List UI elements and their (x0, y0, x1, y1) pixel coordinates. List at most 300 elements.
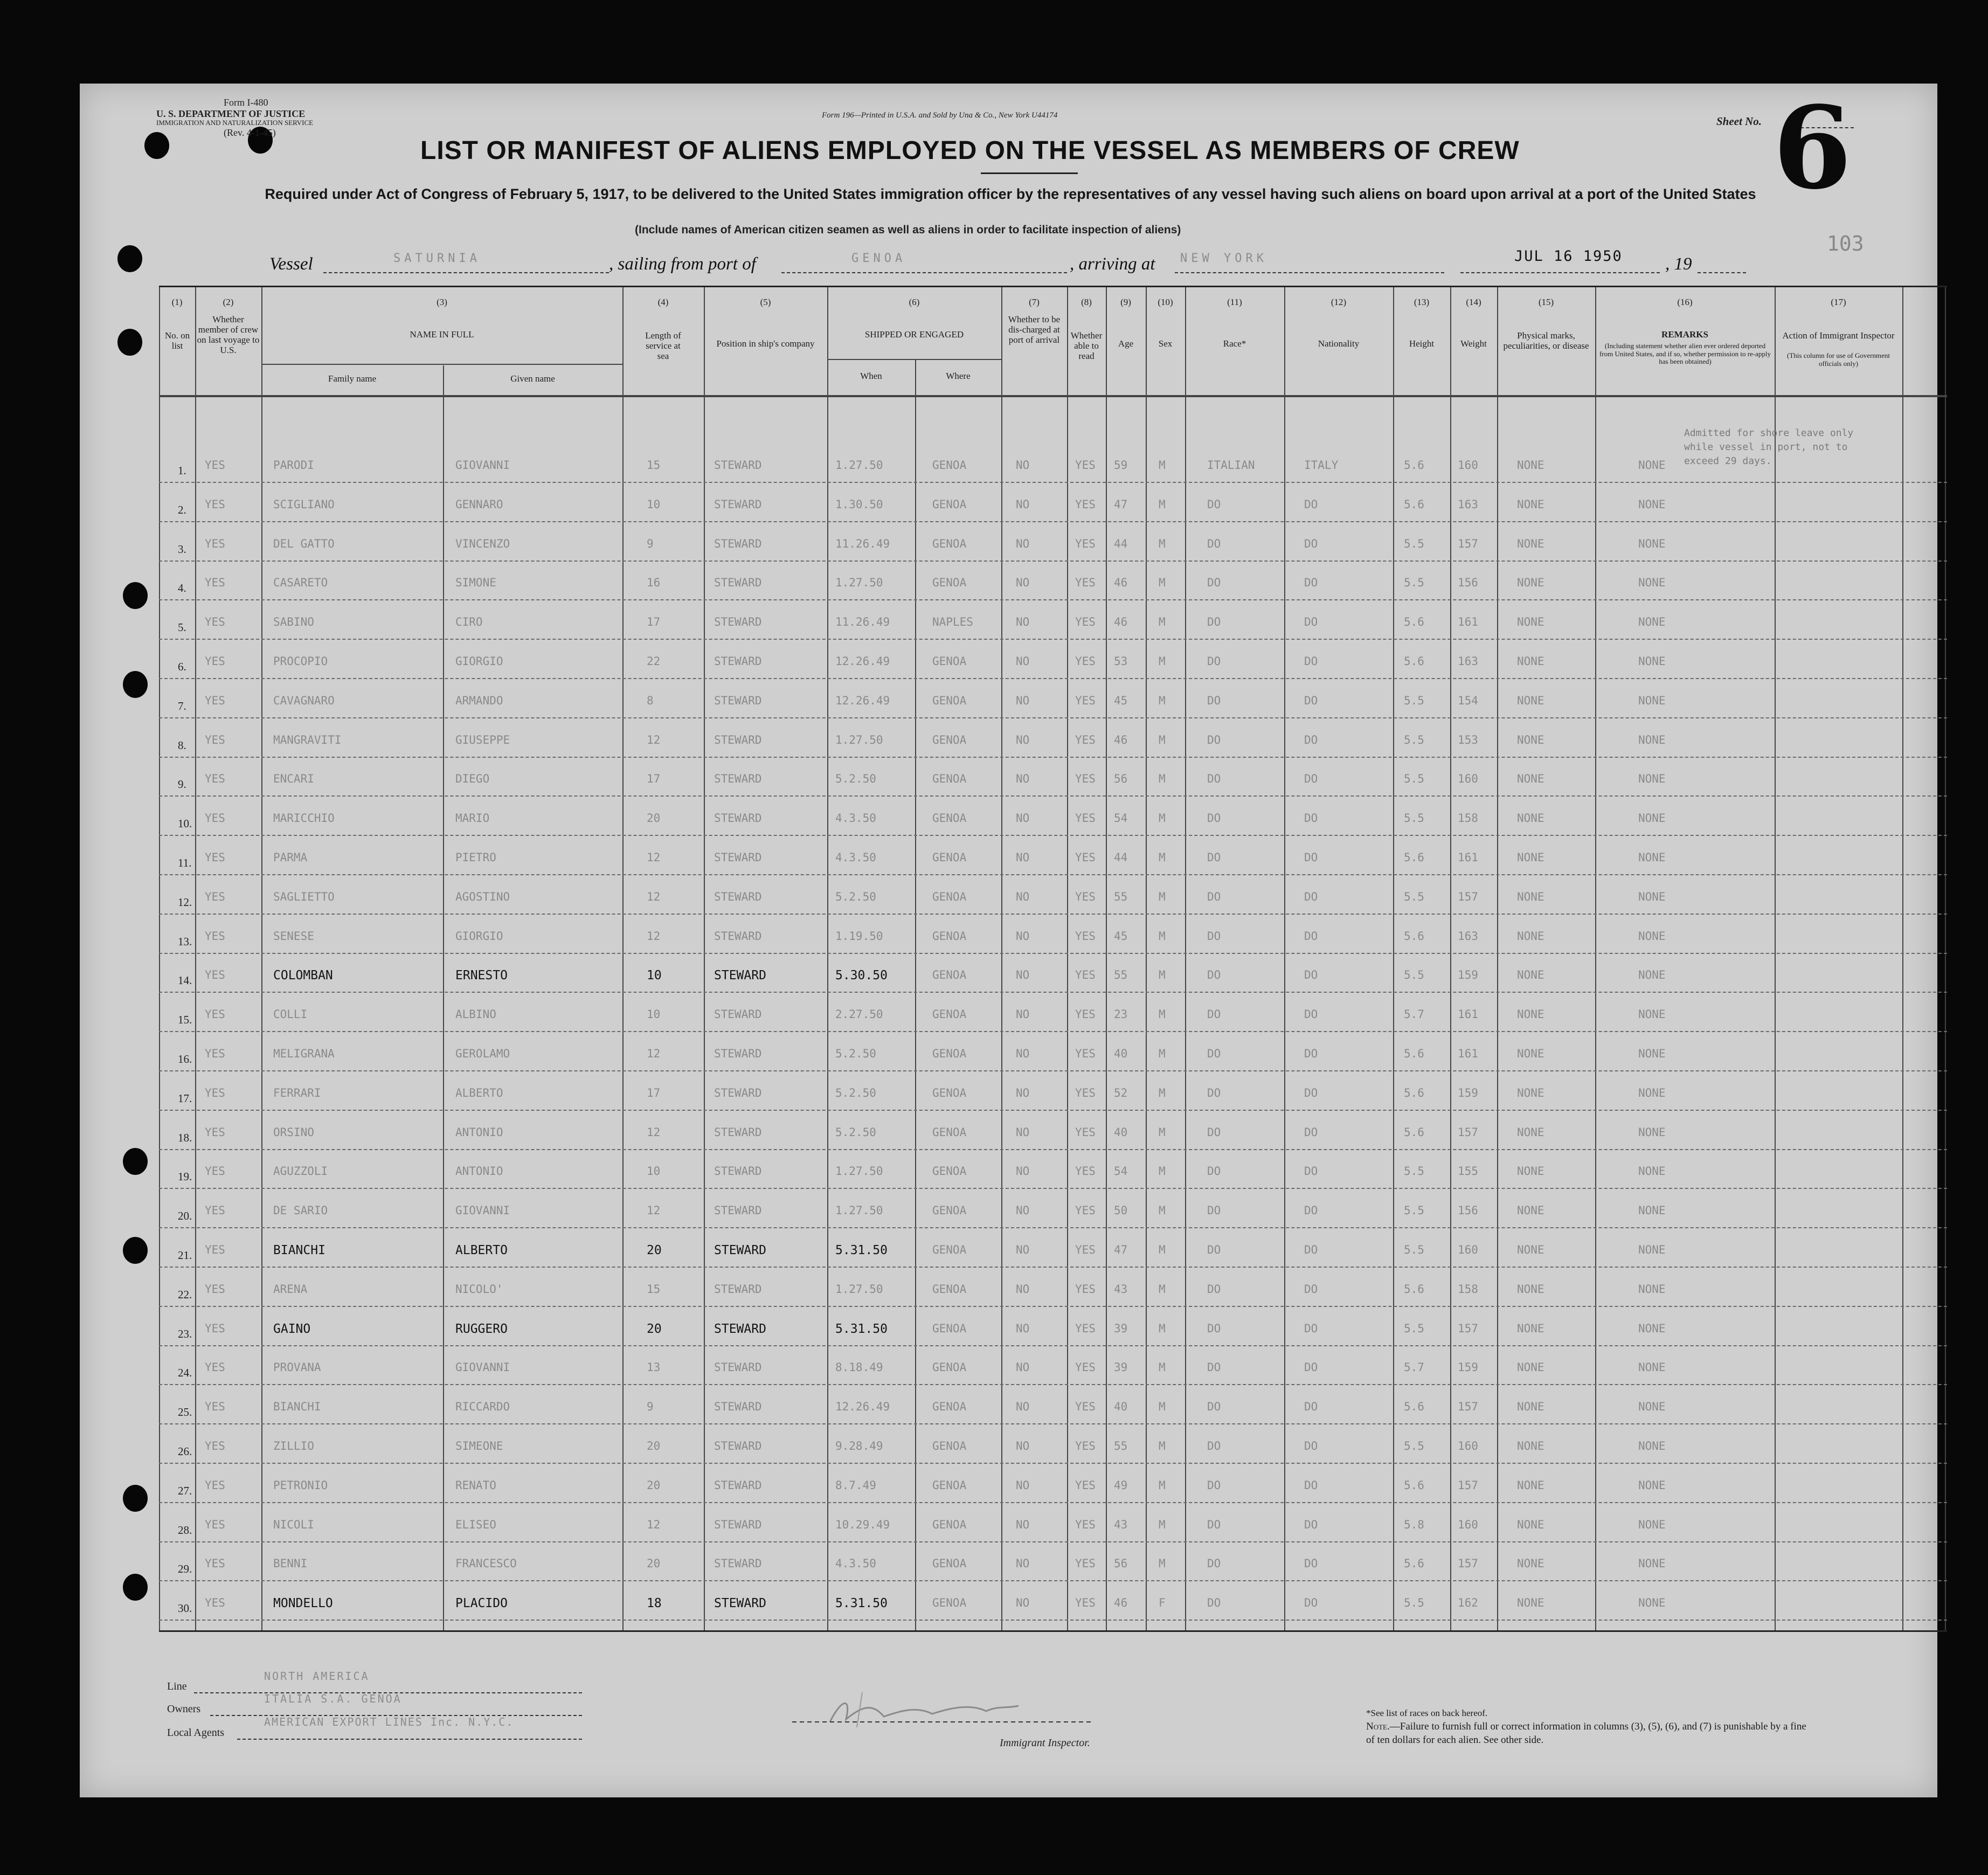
cell-service-length: 20 (647, 1557, 661, 1570)
cell-height: 5.5 (1404, 1596, 1424, 1610)
cell-remarks: NONE (1638, 1440, 1666, 1452)
cell-race: DO (1207, 1361, 1221, 1374)
cell-shipped-where: GENOA (932, 1478, 967, 1492)
cell-family-name: GAINO (273, 1322, 311, 1336)
cell-remarks: NONE (1638, 1086, 1666, 1099)
row-number: 27. (178, 1484, 192, 1497)
cell-race: DO (1207, 615, 1221, 629)
cell-height: 5.5 (1404, 1322, 1424, 1335)
cell-able-to-read: YES (1075, 929, 1096, 943)
sailing-label: , sailing from port of (609, 254, 756, 274)
cell-physical-marks: NONE (1517, 1204, 1544, 1217)
row-number: 20. (178, 1209, 192, 1223)
cell-race: DO (1207, 1008, 1221, 1021)
cell-given-name: MARIO (455, 812, 490, 825)
cell-given-name: ELISEO (455, 1518, 496, 1531)
cell-shipped-where: GENOA (932, 576, 967, 590)
cell-service-length: 18 (647, 1596, 662, 1611)
cell-discharged: NO (1016, 929, 1030, 943)
cell-age: 54 (1114, 1165, 1128, 1178)
cell-shipped-when: 4.3.50 (835, 851, 876, 864)
stamp-number: 103 (1827, 232, 1864, 255)
table-row (159, 1503, 1947, 1542)
col-3-num: (3) (437, 297, 447, 307)
cell-nationality: DO (1304, 1086, 1318, 1099)
cell-service-length: 15 (647, 1282, 661, 1296)
table-row (159, 1464, 1947, 1503)
cell-remarks: NONE (1638, 812, 1666, 825)
col-17-num: (17) (1831, 297, 1846, 307)
cell-prev-voyage: YES (205, 1596, 225, 1610)
cell-physical-marks: NONE (1517, 929, 1544, 943)
table-row (159, 1150, 1947, 1189)
cell-age: 59 (1114, 459, 1128, 472)
cell-able-to-read: YES (1075, 1596, 1096, 1610)
cell-service-length: 12 (647, 929, 661, 943)
cell-age: 47 (1114, 1243, 1128, 1256)
cell-able-to-read: YES (1075, 576, 1096, 590)
cell-remarks: NONE (1638, 1008, 1666, 1021)
cell-family-name: PROVANA (273, 1361, 321, 1374)
cell-race: DO (1207, 929, 1221, 943)
col-13-header: Height (1409, 338, 1435, 349)
cell-weight: 161 (1458, 1008, 1478, 1021)
cell-age: 55 (1114, 1440, 1128, 1452)
cell-given-name: SIMEONE (455, 1440, 503, 1452)
col-17-header: Action of Immigrant Inspector (1782, 330, 1895, 341)
cell-shipped-when: 5.2.50 (835, 890, 876, 903)
row-number: 22. (178, 1288, 192, 1301)
cell-given-name: GIORGIO (455, 929, 503, 943)
cell-weight: 155 (1458, 1165, 1478, 1178)
cell-able-to-read: YES (1075, 1361, 1096, 1374)
cell-height: 5.5 (1404, 968, 1424, 982)
inspector-signature (792, 1690, 1094, 1733)
cell-shipped-when: 5.31.50 (835, 1596, 888, 1611)
cell-prev-voyage: YES (205, 1125, 225, 1139)
cell-family-name: MARICCHIO (273, 812, 335, 825)
cell-prev-voyage: YES (205, 1204, 225, 1217)
cell-age: 46 (1114, 1596, 1128, 1610)
cell-race: DO (1207, 1282, 1221, 1296)
cell-position: STEWARD (714, 1400, 762, 1414)
cell-family-name: MANGRAVITI (273, 733, 342, 746)
cell-position: STEWARD (714, 537, 762, 550)
cell-physical-marks: NONE (1517, 655, 1544, 668)
col-6-num: (6) (909, 297, 920, 307)
cell-shipped-where: GENOA (932, 1204, 967, 1217)
cell-prev-voyage: YES (205, 929, 225, 943)
cell-physical-marks: NONE (1517, 890, 1544, 903)
col-6-header: SHIPPED OR ENGAGED (864, 329, 964, 340)
cell-family-name: FERRARI (273, 1086, 321, 1099)
cell-shipped-where: GENOA (932, 1518, 967, 1531)
cell-able-to-read: YES (1075, 890, 1096, 903)
cell-shipped-where: GENOA (932, 1086, 967, 1099)
cell-given-name: ALBERTO (455, 1243, 508, 1257)
cell-physical-marks: NONE (1517, 537, 1544, 550)
cell-weight: 160 (1458, 1440, 1478, 1452)
sailing-port: GENOA (851, 252, 906, 265)
cell-race: DO (1207, 655, 1221, 668)
punch-hole (123, 1574, 148, 1601)
cell-shipped-when: 1.27.50 (835, 733, 883, 746)
cell-sex: M (1159, 929, 1166, 943)
cell-prev-voyage: YES (205, 733, 225, 746)
cell-nationality: DO (1304, 1282, 1318, 1296)
cell-service-length: 20 (647, 1243, 662, 1257)
cell-service-length: 12 (647, 1518, 661, 1531)
cell-able-to-read: YES (1075, 655, 1096, 668)
cell-physical-marks: NONE (1517, 1361, 1544, 1374)
cell-shipped-when: 12.26.49 (835, 1400, 890, 1414)
cell-discharged: NO (1016, 1165, 1030, 1178)
cell-discharged: NO (1016, 655, 1030, 668)
punch-hole (123, 582, 148, 609)
cell-nationality: DO (1304, 1125, 1318, 1139)
cell-sex: M (1159, 733, 1166, 746)
cell-shipped-where: GENOA (932, 733, 967, 746)
cell-discharged: NO (1016, 772, 1030, 786)
table-row (159, 1268, 1947, 1307)
cell-position: STEWARD (714, 1596, 766, 1611)
cell-shipped-when: 9.28.49 (835, 1440, 883, 1452)
cell-shipped-when: 10.29.49 (835, 1518, 890, 1531)
cell-prev-voyage: YES (205, 968, 225, 982)
cell-age: 56 (1114, 1557, 1128, 1570)
cell-physical-marks: NONE (1517, 1518, 1544, 1531)
cell-position: STEWARD (714, 733, 762, 746)
col-9-header: Age (1118, 338, 1134, 349)
cell-age: 45 (1114, 929, 1128, 943)
cell-age: 45 (1114, 694, 1128, 707)
table-row (159, 1385, 1947, 1424)
cell-position: STEWARD (714, 1361, 762, 1374)
cell-race: DO (1207, 1557, 1221, 1570)
cell-shipped-where: GENOA (932, 1400, 967, 1414)
cell-position: STEWARD (714, 772, 762, 786)
cell-weight: 157 (1458, 890, 1478, 903)
cell-race: DO (1207, 1518, 1221, 1531)
cell-discharged: NO (1016, 1243, 1030, 1256)
cell-age: 40 (1114, 1047, 1128, 1060)
row-number: 15. (178, 1013, 192, 1027)
table-row (159, 1346, 1947, 1385)
col-4-header: Length of service at sea (645, 330, 681, 362)
row-number: 3. (178, 542, 186, 556)
cell-able-to-read: YES (1075, 1400, 1096, 1414)
cell-age: 55 (1114, 968, 1128, 982)
cell-sex: M (1159, 1518, 1166, 1531)
cell-shipped-when: 5.2.50 (835, 1086, 876, 1099)
cell-position: STEWARD (714, 1204, 762, 1217)
cell-nationality: DO (1304, 615, 1318, 629)
cell-race: DO (1207, 1047, 1221, 1060)
cell-given-name: GIOVANNI (455, 459, 510, 472)
cell-sex: M (1159, 655, 1166, 668)
cell-nationality: DO (1304, 1165, 1318, 1178)
cell-height: 5.6 (1404, 851, 1424, 864)
cell-age: 53 (1114, 655, 1128, 668)
cell-height: 5.7 (1404, 1008, 1424, 1021)
cell-age: 39 (1114, 1322, 1128, 1335)
year-label: , 19 (1665, 254, 1692, 274)
cell-discharged: NO (1016, 851, 1030, 864)
row-number: 14. (178, 974, 192, 987)
cell-physical-marks: NONE (1517, 968, 1544, 982)
cell-shipped-when: 4.3.50 (835, 812, 876, 825)
cell-remarks: NONE (1638, 655, 1666, 668)
cell-remarks: NONE (1638, 1518, 1666, 1531)
cell-position: STEWARD (714, 1518, 762, 1531)
cell-height: 5.6 (1404, 1478, 1424, 1492)
col-3-header: NAME IN FULL (410, 329, 474, 340)
cell-service-length: 20 (647, 1322, 662, 1336)
note-text: —Failure to furnish full or correct information in columns (3), (5), (6), and (7) is punishable by a fine of ten dollars for each alien. See other side. (1366, 1721, 1806, 1746)
cell-discharged: NO (1016, 812, 1030, 825)
line-label: Line (167, 1680, 187, 1692)
col-10-header: Sex (1158, 338, 1173, 349)
cell-height: 5.5 (1404, 772, 1424, 786)
punch-hole (123, 1485, 148, 1512)
cell-physical-marks: NONE (1517, 1047, 1544, 1060)
punch-hole (117, 329, 142, 356)
cell-given-name: AGOSTINO (455, 890, 510, 903)
col-16-subheader: (Including statement whether alien ever ordered deported from United States, and if so, whether permission to re-apply has been obtained) (1599, 342, 1771, 366)
cell-service-length: 12 (647, 890, 661, 903)
line-value: NORTH AMERICA (264, 1670, 370, 1683)
cell-given-name: RENATO (455, 1478, 496, 1492)
cell-nationality: DO (1304, 537, 1318, 550)
cell-weight: 161 (1458, 615, 1478, 629)
cell-sex: M (1159, 459, 1166, 472)
cell-shipped-where: GENOA (932, 1125, 967, 1139)
cell-position: STEWARD (714, 812, 762, 825)
cell-prev-voyage: YES (205, 537, 225, 550)
cell-remarks: NONE (1638, 694, 1666, 707)
cell-able-to-read: YES (1075, 1086, 1096, 1099)
sheet-label: Sheet No. (1716, 115, 1762, 128)
vessel-label: Vessel (269, 254, 313, 274)
cell-race: DO (1207, 1086, 1221, 1099)
cell-shipped-when: 1.27.50 (835, 1204, 883, 1217)
cell-family-name: PETRONIO (273, 1478, 328, 1492)
cell-able-to-read: YES (1075, 1047, 1096, 1060)
col-3b-header: Given name (510, 373, 555, 384)
cell-age: 47 (1114, 497, 1128, 511)
row-number: 30. (178, 1602, 192, 1615)
cell-sex: M (1159, 1125, 1166, 1139)
cell-prev-voyage: YES (205, 1518, 225, 1531)
cell-family-name: AGUZZOLI (273, 1165, 328, 1178)
table-row (159, 600, 1947, 640)
cell-position: STEWARD (714, 1165, 762, 1178)
cell-service-length: 10 (647, 497, 661, 511)
row-number: 5. (178, 621, 186, 634)
cell-position: STEWARD (714, 1557, 762, 1570)
remark-note: Admitted for shore leave only while vessel in port, not to exceed 29 days. (1684, 427, 1854, 467)
cell-weight: 157 (1458, 537, 1478, 550)
cell-prev-voyage: YES (205, 851, 225, 864)
punch-hole (123, 1237, 148, 1264)
table-row (159, 1189, 1947, 1228)
cell-sex: M (1159, 694, 1166, 707)
cell-race: DO (1207, 1125, 1221, 1139)
cell-able-to-read: YES (1075, 1282, 1096, 1296)
cell-shipped-when: 5.2.50 (835, 1125, 876, 1139)
cell-given-name: ALBERTO (455, 1086, 503, 1099)
cell-shipped-where: GENOA (932, 537, 967, 550)
cell-nationality: DO (1304, 968, 1318, 982)
cell-nationality: DO (1304, 694, 1318, 707)
cell-nationality: DO (1304, 772, 1318, 786)
cell-weight: 160 (1458, 772, 1478, 786)
cell-position: STEWARD (714, 459, 762, 472)
table-row (159, 797, 1947, 836)
cell-weight: 158 (1458, 812, 1478, 825)
cell-remarks: NONE (1638, 772, 1666, 786)
cell-physical-marks: NONE (1517, 1282, 1544, 1296)
sheet-number: 6 (1773, 81, 1852, 215)
cell-service-length: 10 (647, 1008, 661, 1021)
row-number: 1. (178, 464, 186, 477)
table-row (159, 757, 1947, 797)
cell-sex: M (1159, 1440, 1166, 1452)
col-8-header: Whether able to read (1070, 330, 1103, 362)
cell-race: DO (1207, 1400, 1221, 1414)
cell-age: 55 (1114, 890, 1128, 903)
cell-prev-voyage: YES (205, 1165, 225, 1178)
cell-shipped-where: GENOA (932, 968, 967, 982)
cell-nationality: DO (1304, 1478, 1318, 1492)
row-number: 16. (178, 1053, 192, 1066)
cell-service-length: 20 (647, 1440, 661, 1452)
cell-discharged: NO (1016, 890, 1030, 903)
table-row (159, 679, 1947, 718)
table-row (159, 1581, 1947, 1621)
cell-nationality: DO (1304, 1322, 1318, 1335)
cell-height: 5.6 (1404, 615, 1424, 629)
cell-sex: M (1159, 1400, 1166, 1414)
cell-nationality: DO (1304, 851, 1318, 864)
cell-given-name: PLACIDO (455, 1596, 508, 1611)
inspector-label: Immigrant Inspector. (1000, 1737, 1090, 1749)
col-9-num: (9) (1120, 297, 1131, 307)
cell-discharged: NO (1016, 1596, 1030, 1610)
cell-sex: M (1159, 615, 1166, 629)
page-title: LIST OR MANIFEST OF ALIENS EMPLOYED ON THE VESSEL AS MEMBERS OF CREW (420, 136, 1520, 165)
cell-remarks: NONE (1638, 1478, 1666, 1492)
cell-nationality: DO (1304, 1440, 1318, 1452)
cell-nationality: DO (1304, 929, 1318, 943)
cell-discharged: NO (1016, 459, 1030, 472)
cell-race: DO (1207, 733, 1221, 746)
cell-prev-voyage: YES (205, 772, 225, 786)
cell-weight: 157 (1458, 1400, 1478, 1414)
cell-family-name: PROCOPIO (273, 655, 328, 668)
col-7-header: Whether to be dis-charged at port of arrival (1008, 314, 1061, 345)
cell-physical-marks: NONE (1517, 576, 1544, 590)
agents-value: AMERICAN EXPORT LINES Inc. N.Y.C. (264, 1715, 514, 1728)
cell-given-name: PIETRO (455, 851, 496, 864)
cell-physical-marks: NONE (1517, 1557, 1544, 1570)
cell-given-name: GIOVANNI (455, 1204, 510, 1217)
row-number: 11. (178, 856, 192, 869)
cell-height: 5.6 (1404, 1400, 1424, 1414)
row-number: 26. (178, 1445, 192, 1458)
table-row (159, 875, 1947, 915)
table-row (159, 1071, 1947, 1111)
cell-height: 5.5 (1404, 890, 1424, 903)
cell-prev-voyage: YES (205, 1322, 225, 1335)
arriving-underline (1175, 272, 1444, 273)
cell-remarks: NONE (1638, 497, 1666, 511)
cell-family-name: ZILLIO (273, 1440, 314, 1452)
cell-discharged: NO (1016, 694, 1030, 707)
cell-position: STEWARD (714, 1478, 762, 1492)
cell-position: STEWARD (714, 890, 762, 903)
cell-nationality: DO (1304, 1204, 1318, 1217)
cell-shipped-when: 1.27.50 (835, 459, 883, 472)
agents-label: Local Agents (167, 1727, 225, 1739)
cell-prev-voyage: YES (205, 1440, 225, 1452)
cell-discharged: NO (1016, 1204, 1030, 1217)
cell-height: 5.6 (1404, 1086, 1424, 1099)
cell-position: STEWARD (714, 1440, 762, 1452)
cell-position: STEWARD (714, 655, 762, 668)
row-number: 19. (178, 1170, 192, 1184)
cell-weight: 158 (1458, 1282, 1478, 1296)
cell-nationality: DO (1304, 733, 1318, 746)
row-number: 6. (178, 660, 186, 673)
cell-shipped-when: 12.26.49 (835, 655, 890, 668)
cell-given-name: DIEGO (455, 772, 490, 786)
row-number: 4. (178, 582, 186, 595)
cell-service-length: 16 (647, 576, 661, 590)
cell-weight: 159 (1458, 1361, 1478, 1374)
cell-sex: M (1159, 772, 1166, 786)
cell-discharged: NO (1016, 1008, 1030, 1021)
row-number: 29. (178, 1562, 192, 1576)
cell-shipped-when: 8.7.49 (835, 1478, 876, 1492)
col-11-num: (11) (1227, 297, 1242, 307)
cell-remarks: NONE (1638, 1557, 1666, 1570)
cell-prev-voyage: YES (205, 1047, 225, 1060)
table-row (159, 1032, 1947, 1071)
cell-prev-voyage: YES (205, 1400, 225, 1414)
cell-discharged: NO (1016, 1282, 1030, 1296)
cell-shipped-where: NAPLES (932, 615, 973, 629)
cell-service-length: 17 (647, 615, 661, 629)
row-number: 25. (178, 1406, 192, 1419)
cell-shipped-when: 5.31.50 (835, 1322, 888, 1336)
cell-height: 5.6 (1404, 655, 1424, 668)
cell-weight: 153 (1458, 733, 1478, 746)
cell-sex: M (1159, 968, 1166, 982)
cell-discharged: NO (1016, 537, 1030, 550)
cell-remarks: NONE (1638, 576, 1666, 590)
cell-sex: M (1159, 1361, 1166, 1374)
cell-remarks: NONE (1638, 1282, 1666, 1296)
cell-family-name: COLOMBAN (273, 968, 333, 983)
cell-shipped-when: 8.18.49 (835, 1361, 883, 1374)
cell-given-name: ARMANDO (455, 694, 503, 707)
cell-sex: M (1159, 576, 1166, 590)
cell-remarks: NONE (1638, 1361, 1666, 1374)
cell-prev-voyage: YES (205, 1243, 225, 1256)
cell-nationality: DO (1304, 1596, 1318, 1610)
cell-able-to-read: YES (1075, 615, 1096, 629)
